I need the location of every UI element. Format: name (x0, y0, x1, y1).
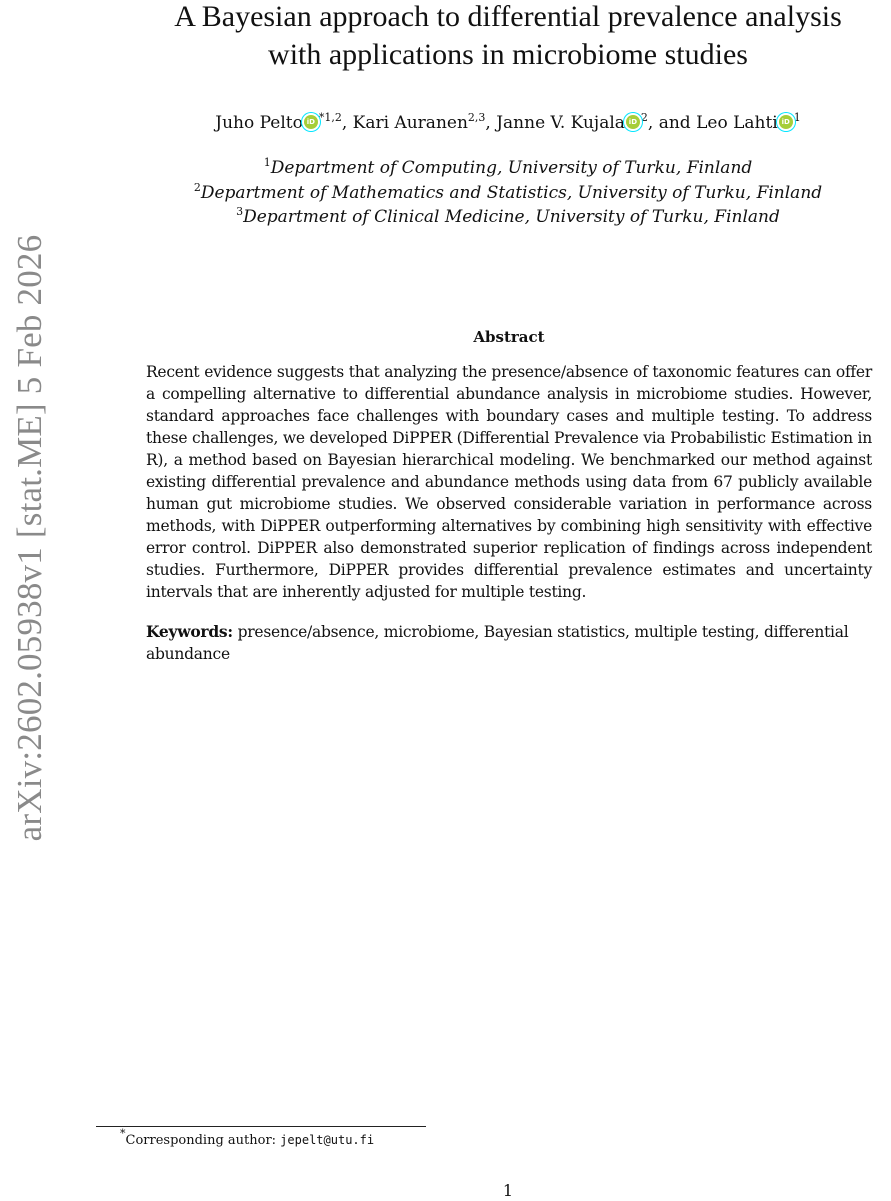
author-name: Janne V. Kujala (496, 113, 625, 133)
footnote-text: Corresponding author: (125, 1133, 281, 1148)
affiliation-1 (120, 156, 891, 181)
author-affiliation-marks: 2 (640, 111, 648, 124)
author-name: Juho Pelto (215, 113, 303, 133)
orcid-icon[interactable] (779, 115, 793, 129)
author-separator: , (485, 113, 497, 133)
keywords (146, 621, 872, 665)
corresponding-email[interactable]: jepelt@utu.fi (280, 1133, 375, 1147)
arxiv-stamp: arXiv:2602.05938v1 [stat.ME] 5 Feb 2026 (10, 234, 49, 842)
orcid-icon[interactable] (304, 115, 318, 129)
author-janne-kujala (496, 113, 696, 133)
affiliation-number: 1 (263, 156, 271, 169)
page-number: 1 (502, 1181, 514, 1200)
author-affiliation-marks: *1,2 (318, 111, 342, 124)
affiliation-text: Department of Computing, University of Turku, Finland (270, 158, 753, 178)
affiliation-number: 2 (193, 180, 201, 194)
keywords-label: Keywords: (146, 622, 233, 641)
affiliation-3 (120, 205, 891, 230)
footnote-mark: * (120, 1127, 126, 1140)
affiliation-text: Department of Mathematics and Statistics, University of Turku, Finland (200, 182, 823, 203)
author-separator: , and (647, 113, 697, 133)
abstract-heading: Abstract (473, 328, 545, 346)
affiliation-number: 3 (236, 205, 244, 218)
author-list (120, 111, 891, 135)
author-name: Leo Lahti (696, 113, 778, 133)
affiliation-2 (120, 181, 891, 206)
footnote-divider (96, 1126, 426, 1127)
abstract-body: Recent evidence suggests that analyzing the presence/absence of taxonomic features can offer a compelling alternative to differential abundance analysis in microbiome studies. However, standard approaches face challenges with boundary cases and multiple testing. To address these challenges, we developed DiPPER (Differential Prevalence via Probabilistic Estimation in R), a method based on Bayesian hierarchical modeling. We benchmarked our method against existing differential prevalence and abundance methods using data from 67 publicly available human gut microbiome studies. We observed considerable variation in performance across methods, with DiPPER outperforming alternatives by combining high sensitivity with effective error control. DiPPER also demonstrated superior replication of findings across independent studies. Furthermore, DiPPER provides differential prevalence estimates and uncertainty intervals that are inherently adjusted for multiple testing. (146, 363, 872, 601)
footnote (120, 1127, 375, 1150)
author-kari-auranen (353, 113, 497, 133)
orcid-icon[interactable] (626, 115, 640, 129)
author-affiliation-marks: 1 (793, 111, 801, 124)
paper-title (120, 0, 891, 74)
keywords-text: presence/absence, microbiome, Bayesian statistics, multiple testing, differential abundance (146, 623, 849, 663)
affiliation-list (120, 156, 891, 230)
author-leo-lahti (696, 113, 801, 133)
author-separator: , (341, 113, 353, 133)
title-line-1: A Bayesian approach to differential prevalence analysis (174, 0, 842, 33)
author-juho-pelto (215, 113, 352, 133)
author-affiliation-marks: 2,3 (467, 111, 486, 124)
affiliation-text: Department of Clinical Medicine, University of Turku, Finland (243, 207, 780, 227)
author-name: Kari Auranen (352, 113, 468, 133)
title-line-2: with applications in microbiome studies (268, 38, 748, 71)
